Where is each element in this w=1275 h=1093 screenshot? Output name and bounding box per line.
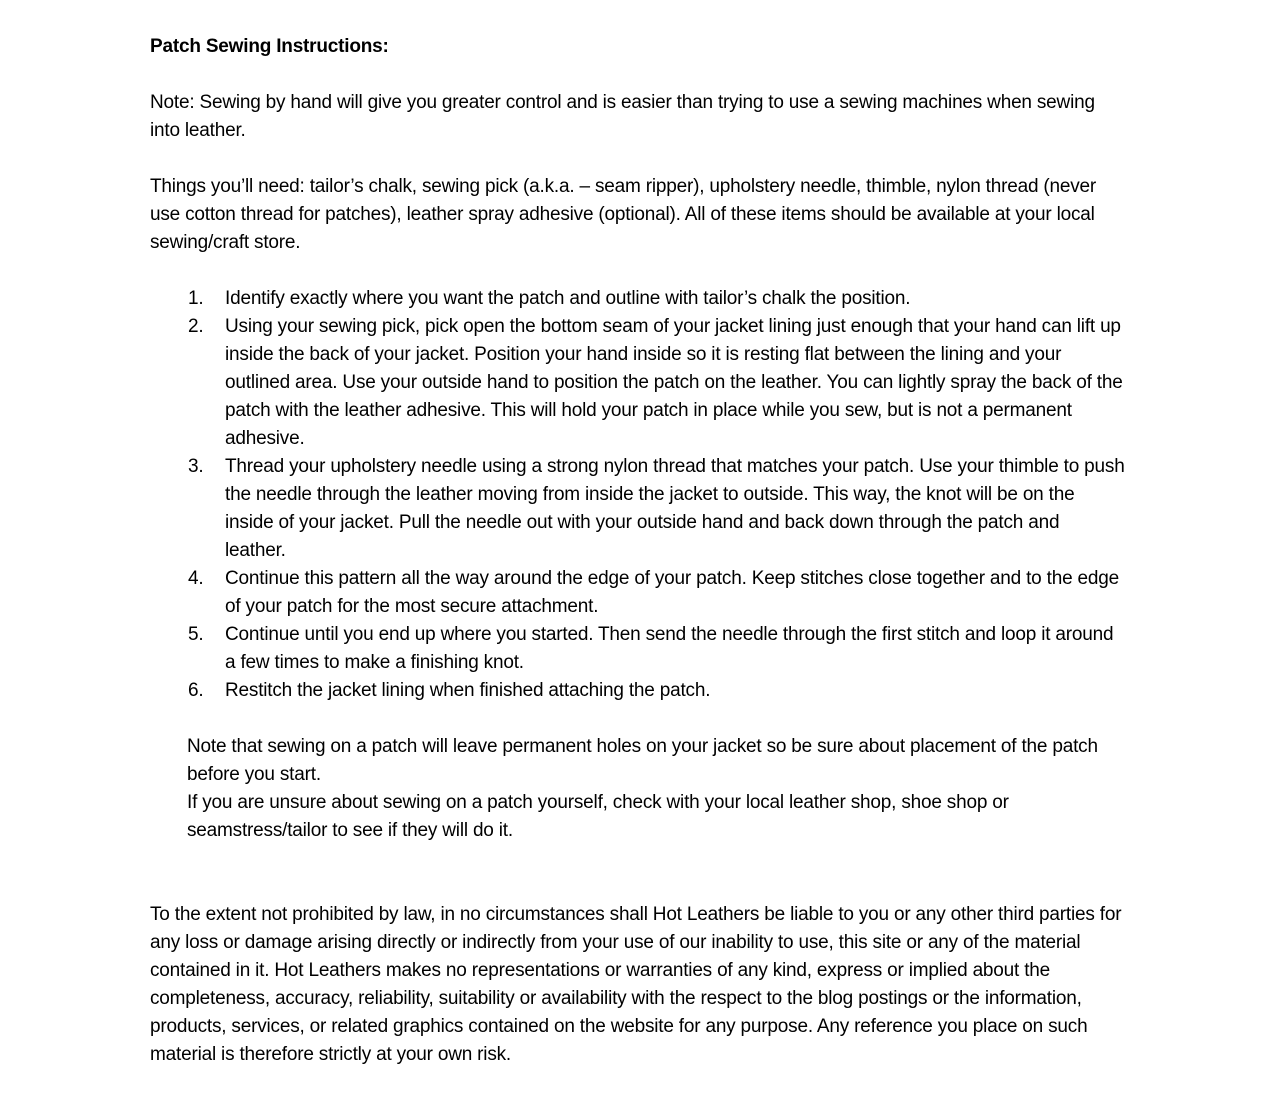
notes-block xyxy=(150,733,1125,845)
step-text: Continue until you end up where you started. Then send the needle through the first stitch and loop it around a few times to make a finishing knot. xyxy=(225,624,1114,673)
step-text: Identify exactly where you want the patch and outline with tailor’s chalk the position. xyxy=(225,288,911,309)
intro-note-paragraph: Note: Sewing by hand will give you greater control and is easier than trying to use a sewing machines when sewing into leather. xyxy=(150,92,1095,141)
instruction-step-1 xyxy=(150,285,1125,313)
step-text: Continue this pattern all the way around the edge of your patch. Keep stitches close together and to the edge of your patch for the most secure attachment. xyxy=(225,568,1119,617)
instruction-step-4 xyxy=(150,565,1125,621)
instruction-step-6 xyxy=(150,677,1125,705)
instruction-step-5 xyxy=(150,621,1125,677)
disclaimer-paragraph: To the extent not prohibited by law, in no circumstances shall Hot Leathers be liable to you or any other third parties for any loss or damage arising directly or indirectly from your use of our inability to use, this site or any of the material contained in it. Hot Leathers makes no representations or warranties of any kind, express or implied about the completeness, accuracy, reliability, suitability or availability with the respect to the blog postings or the information, products, services, or related graphics contained on the website for any purpose. Any reference you place on such material is therefore strictly at your own risk. xyxy=(150,904,1122,1065)
instruction-step-2 xyxy=(150,313,1125,453)
placement-note-paragraph: Note that sewing on a patch will leave permanent holes on your jacket so be sure about placement of the patch before you start. xyxy=(187,736,1098,785)
step-text: Restitch the jacket lining when finished attaching the patch. xyxy=(225,680,711,701)
step-number: 1. xyxy=(188,288,204,309)
step-number: 4. xyxy=(188,568,204,589)
instruction-step-3 xyxy=(150,453,1125,565)
instructions-list xyxy=(150,285,1125,705)
step-text: Thread your upholstery needle using a strong nylon thread that matches your patch. Use your thimble to push the needle through the leather moving from inside the jacket to outside. This way, the knot will be on the inside of your jacket. Pull the needle out with your outside hand and back down through the patch and leather. xyxy=(225,456,1125,561)
step-number: 6. xyxy=(188,680,204,701)
step-text: Using your sewing pick, pick open the bottom seam of your jacket lining just enough that your hand can lift up inside the back of your jacket. Position your hand inside so it is resting flat between the lining and your outlined area. Use your outside hand to position the patch on the leather. You can lightly spray the back of the patch with the leather adhesive. This will hold your patch in place while you sew, but is not a permanent adhesive. xyxy=(225,316,1123,449)
step-number: 3. xyxy=(188,456,204,477)
document-title: Patch Sewing Instructions: xyxy=(150,36,389,57)
step-number: 2. xyxy=(188,316,204,337)
step-number: 5. xyxy=(188,624,204,645)
materials-paragraph: Things you’ll need: tailor’s chalk, sewing pick (a.k.a. – seam ripper), upholstery needle, thimble, nylon thread (never use cotton thread for patches), leather spray adhesive (optional). All of these items should be available at your local sewing/craft store. xyxy=(150,176,1097,253)
document-content xyxy=(150,33,1125,1069)
unsure-note-paragraph: If you are unsure about sewing on a patch yourself, check with your local leather shop, shoe shop or seamstress/tailor to see if they will do it. xyxy=(187,792,1009,841)
